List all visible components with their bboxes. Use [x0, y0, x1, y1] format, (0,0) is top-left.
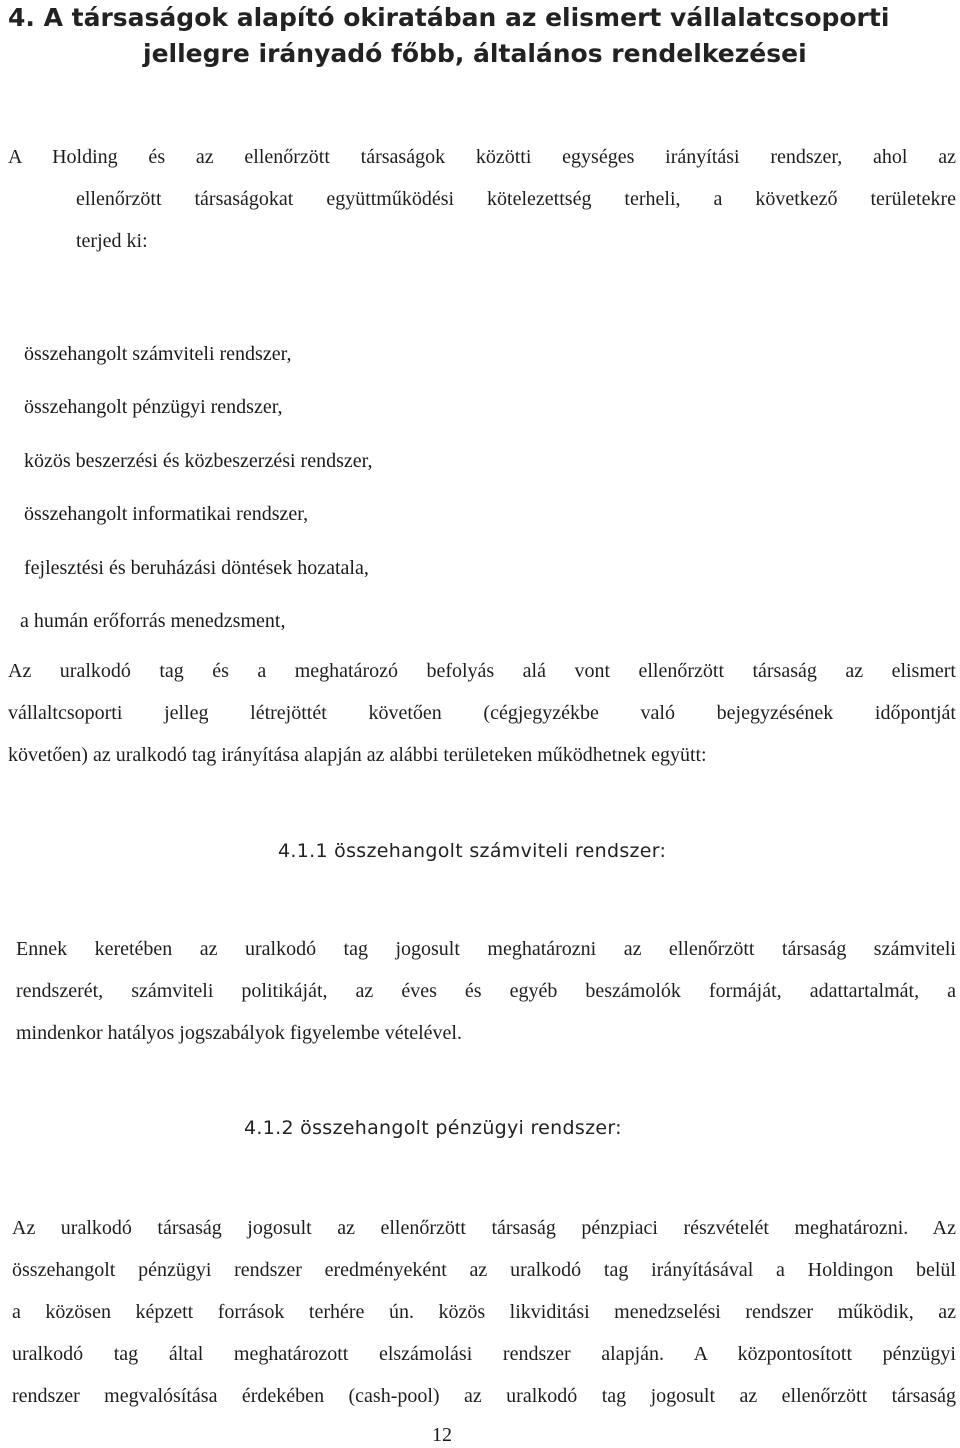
- s2-line-5: rendszer megvalósítása érdekében (cash-pool) az uralkodó tag jogosult az ellenőrzött társaság: [12, 1385, 956, 1407]
- s1-line-3: mindenkor hatályos jogszabályok figyelembe vételével.: [16, 1022, 462, 1044]
- list-item: összehangolt pénzügyi rendszer,: [24, 396, 283, 419]
- p2-line-3: követően) az uralkodó tag irányítása alapján az alábbi területeken működhetnek együtt:: [8, 744, 707, 766]
- finance-paragraph: [12, 1207, 956, 1417]
- s2-line-3: a közösen képzett források terhére ún. közös likviditási menedzselési rendszer működik, az: [12, 1301, 956, 1323]
- cooperation-paragraph: [8, 650, 956, 776]
- s2-line-1: Az uralkodó társaság jogosult az ellenőrzött társaság pénzpiaci részvételét meghatározni. Az: [12, 1217, 956, 1239]
- intro-line-3: terjed ki:: [76, 230, 148, 252]
- list-item: összehangolt számviteli rendszer,: [24, 343, 292, 365]
- list-item: a humán erőforrás menedzsment,: [20, 610, 286, 633]
- intro-paragraph: [8, 136, 956, 262]
- heading-line-2: jellegre irányadó főbb, általános rendelkezései: [143, 39, 807, 68]
- scope-list: [20, 328, 724, 648]
- page-number: 12: [432, 1424, 452, 1446]
- accounting-paragraph: [16, 928, 956, 1054]
- heading-line-1: 4. A társaságok alapító okiratában az elismert vállalatcsoporti: [8, 3, 890, 32]
- s1-line-2: rendszerét, számviteli politikáját, az éves és egyéb beszámolók formáját, adattartalmát, a: [16, 980, 956, 1002]
- list-item: összehangolt informatikai rendszer,: [24, 503, 309, 526]
- section-title-finance: 4.1.2 összehangolt pénzügyi rendszer:: [244, 1117, 622, 1139]
- list-item: közös beszerzési és közbeszerzési rendszer,: [24, 449, 373, 472]
- section-title-accounting: 4.1.1 összehangolt számviteli rendszer:: [278, 840, 667, 862]
- p2-line-1: Az uralkodó tag és a meghatározó befolyás alá vont ellenőrzött társaság az elismert: [8, 660, 956, 682]
- intro-line-1: A Holding és az ellenőrzött társaságok közötti egységes irányítási rendszer, ahol az: [8, 146, 956, 168]
- s2-line-4: uralkodó tag által meghatározott elszámolási rendszer alapján. A központosított pénzügyi: [12, 1343, 956, 1365]
- p2-line-2: vállaltcsoporti jelleg létrejöttét követően (cégjegyzékbe való bejegyzésének időpontját: [8, 702, 956, 724]
- s1-line-1: Ennek keretében az uralkodó tag jogosult meghatározni az ellenőrzött társaság számviteli: [16, 938, 956, 960]
- intro-line-2: ellenőrzött társaságokat együttműködési kötelezettség terheli, a következő területekre: [76, 188, 956, 210]
- page-heading: [8, 0, 954, 72]
- list-item: fejlesztési és beruházási döntések hozatala,: [24, 556, 369, 579]
- s2-line-2: összehangolt pénzügyi rendszer eredményeként az uralkodó tag irányításával a Holdingon belül: [12, 1259, 956, 1281]
